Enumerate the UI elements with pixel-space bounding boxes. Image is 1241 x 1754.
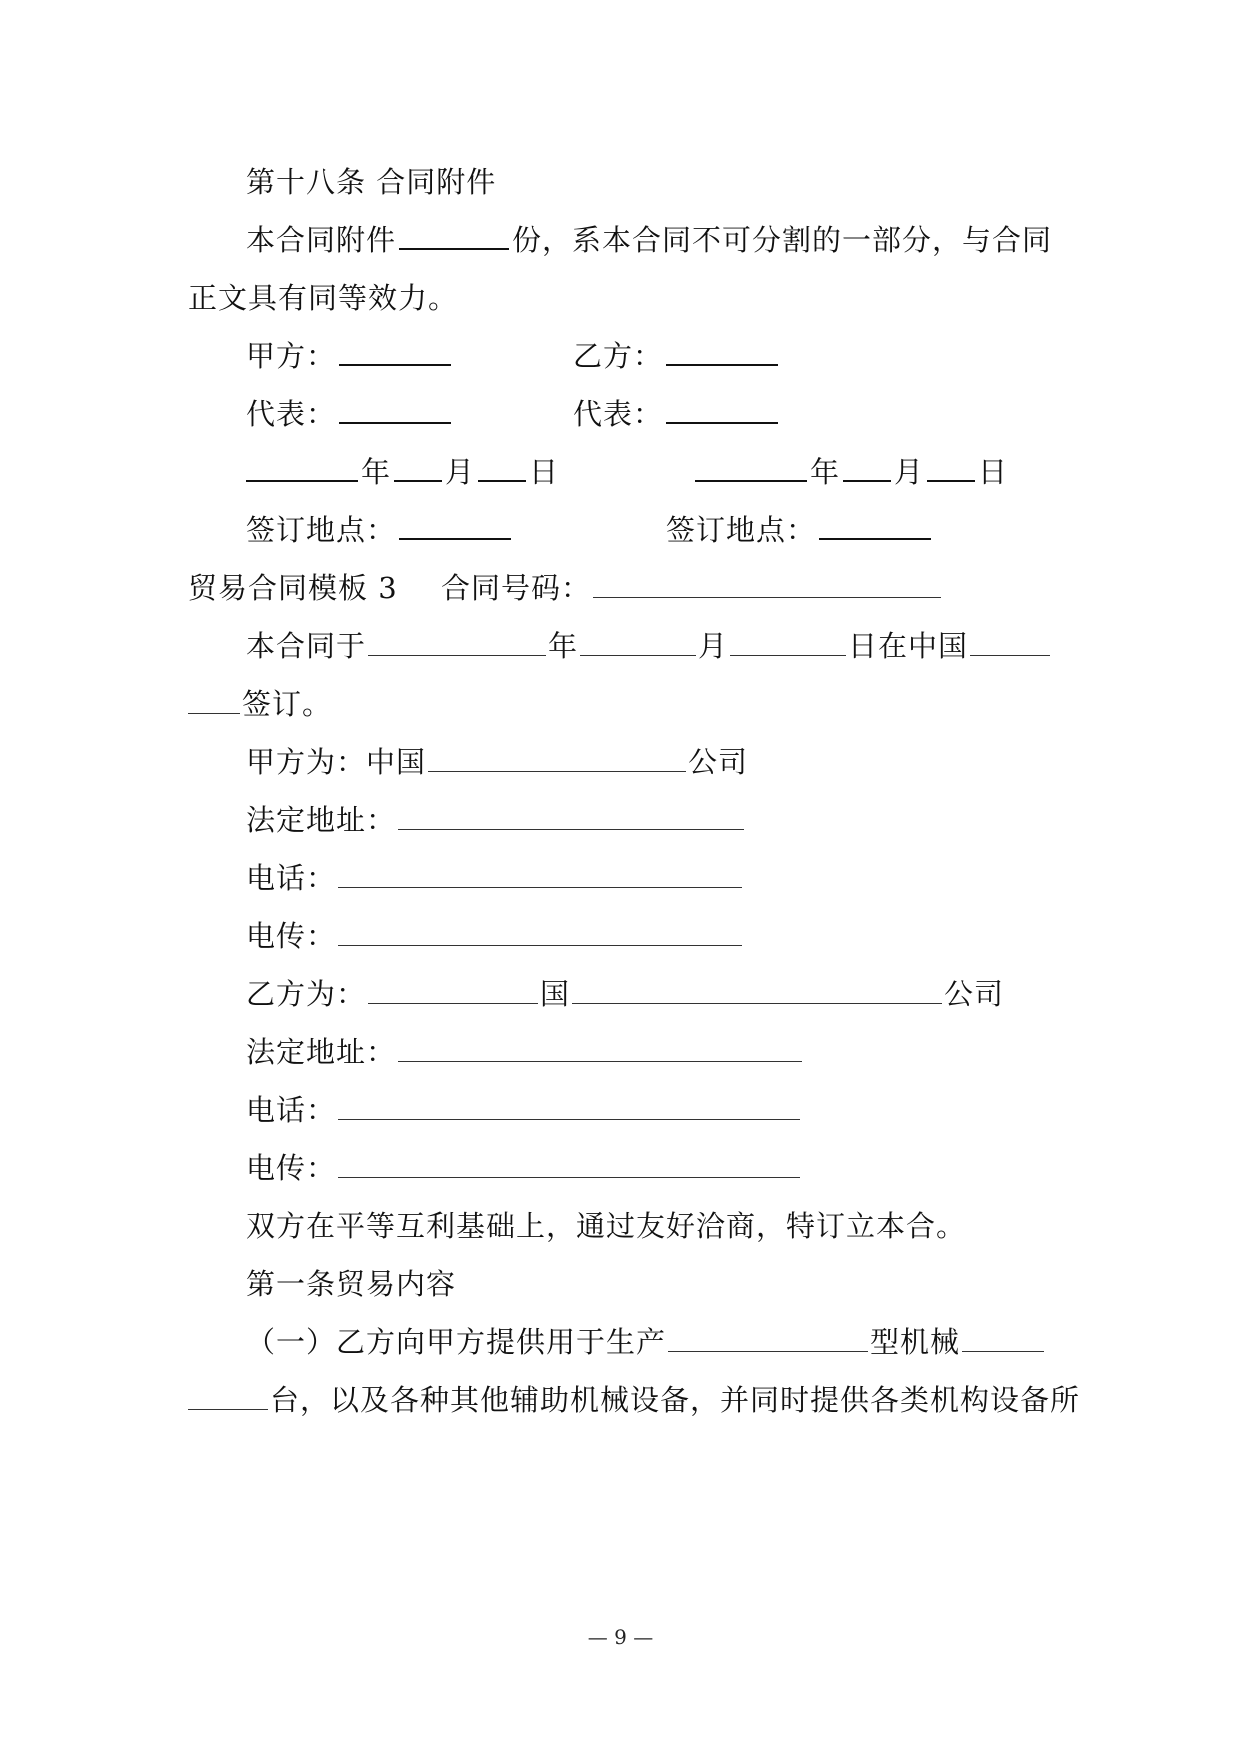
- signing-day-blank[interactable]: [730, 629, 846, 656]
- signing-place-text: 日在中国: [848, 629, 969, 663]
- day-label: 日: [978, 455, 1009, 489]
- machine-count-blank[interactable]: [962, 1325, 1044, 1352]
- place-b-line: [666, 510, 934, 550]
- month-label: 月: [445, 455, 476, 489]
- party-b-label: 乙方为：: [246, 977, 367, 1011]
- preamble: 双方在平等互利基础上，通过友好洽商，特订立本合。: [246, 1209, 967, 1243]
- party-a-fax-line: [246, 916, 744, 956]
- clause-text-cont: 台，以及各种其他辅助机械设备，并同时提供各类机构设备所: [270, 1383, 1081, 1417]
- signing-month-blank[interactable]: [580, 629, 696, 656]
- page-number: — 9 —: [587, 1625, 654, 1649]
- party-a-address-blank[interactable]: [398, 803, 744, 830]
- clause-text: （一）乙方向甲方提供用于生产: [246, 1325, 667, 1359]
- party-b-fax-blank[interactable]: [338, 1151, 800, 1178]
- party-b-country-blank[interactable]: [368, 977, 538, 1004]
- party-b-address-blank[interactable]: [398, 1035, 802, 1062]
- year-label: 年: [810, 455, 841, 489]
- party-a-signature-line: [246, 336, 454, 376]
- attachment-clause-end: 份，系本合同不可分割的一部分，与合同: [512, 223, 1053, 257]
- signing-year-blank[interactable]: [368, 629, 546, 656]
- signing-date-line: [246, 626, 1052, 666]
- party-b-phone-blank[interactable]: [338, 1093, 800, 1120]
- machine-label: 型机械: [870, 1325, 961, 1359]
- legal-address-label: 法定地址：: [246, 1035, 397, 1069]
- place-a-blank[interactable]: [399, 512, 511, 540]
- phone-label: 电话：: [246, 861, 337, 895]
- place-a-line: [246, 510, 514, 550]
- party-a-company-line: [246, 742, 748, 782]
- company-label: 公司: [688, 745, 749, 779]
- company-label: 公司: [944, 977, 1005, 1011]
- party-a-label: 甲方：: [246, 339, 337, 373]
- rep-a-blank[interactable]: [339, 396, 451, 424]
- contract-number-label: 合同号码：: [441, 571, 592, 605]
- signing-date-continued: [188, 684, 332, 724]
- template-title: 贸易合同模板 3: [188, 571, 398, 605]
- signing-text: 本合同于: [246, 629, 367, 663]
- party-b-blank[interactable]: [666, 338, 778, 366]
- party-b-company-line: [246, 974, 1004, 1014]
- party-b-signature-line: [573, 336, 781, 376]
- contract-number-line: [441, 568, 943, 608]
- place-b-label: 签订地点：: [666, 513, 817, 547]
- date-b-month-blank[interactable]: [843, 454, 891, 482]
- month-label: 月: [698, 629, 729, 663]
- article-1-clause-1: [246, 1322, 1046, 1362]
- rep-a-label: 代表：: [246, 397, 337, 431]
- rep-b-line: [573, 394, 781, 434]
- date-b-day-blank[interactable]: [927, 454, 975, 482]
- place-a-label: 签订地点：: [246, 513, 397, 547]
- machine-model-blank[interactable]: [668, 1325, 868, 1352]
- party-a-phone-blank[interactable]: [338, 861, 742, 888]
- party-b-address-line: [246, 1032, 804, 1072]
- article-1-heading: 第一条贸易内容: [246, 1267, 457, 1301]
- date-b-year-blank[interactable]: [695, 454, 807, 482]
- year-label: 年: [361, 455, 392, 489]
- signing-place-blank[interactable]: [970, 629, 1050, 656]
- party-a-address-line: [246, 800, 746, 840]
- machine-count-blank-cont[interactable]: [188, 1383, 268, 1410]
- party-a-company-blank[interactable]: [428, 745, 686, 772]
- date-a-day-blank[interactable]: [478, 454, 526, 482]
- attachment-clause-start: 本合同附件: [246, 223, 397, 257]
- attachment-clause-continued: 正文具有同等效力。: [188, 281, 459, 315]
- template-3-heading-line: [188, 568, 398, 608]
- contract-number-blank[interactable]: [593, 571, 941, 598]
- signing-place-blank-cont[interactable]: [188, 687, 240, 714]
- party-a-fax-blank[interactable]: [338, 919, 742, 946]
- month-label: 月: [894, 455, 925, 489]
- rep-a-line: [246, 394, 454, 434]
- day-label: 日: [529, 455, 560, 489]
- fax-label: 电传：: [246, 919, 337, 953]
- party-a-phone-line: [246, 858, 744, 898]
- date-a-line: [246, 452, 559, 492]
- attachment-count-blank[interactable]: [399, 222, 509, 250]
- date-b-line: [695, 452, 1008, 492]
- legal-address-label: 法定地址：: [246, 803, 397, 837]
- attachment-clause: [246, 220, 1052, 260]
- article-18-heading: 第十八条 合同附件: [246, 165, 497, 199]
- party-b-phone-line: [246, 1090, 802, 1130]
- signing-end-text: 签订。: [242, 687, 333, 721]
- party-a-label: 甲方为：中国: [246, 745, 427, 779]
- place-b-blank[interactable]: [819, 512, 931, 540]
- rep-b-blank[interactable]: [666, 396, 778, 424]
- country-label: 国: [540, 977, 571, 1011]
- party-b-company-blank[interactable]: [572, 977, 942, 1004]
- date-a-year-blank[interactable]: [246, 454, 358, 482]
- party-b-fax-line: [246, 1148, 802, 1188]
- phone-label: 电话：: [246, 1093, 337, 1127]
- article-1-clause-1-continued: [188, 1380, 1080, 1420]
- year-label: 年: [548, 629, 579, 663]
- party-a-blank[interactable]: [339, 338, 451, 366]
- fax-label: 电传：: [246, 1151, 337, 1185]
- rep-b-label: 代表：: [573, 397, 664, 431]
- date-a-month-blank[interactable]: [394, 454, 442, 482]
- party-b-label: 乙方：: [573, 339, 664, 373]
